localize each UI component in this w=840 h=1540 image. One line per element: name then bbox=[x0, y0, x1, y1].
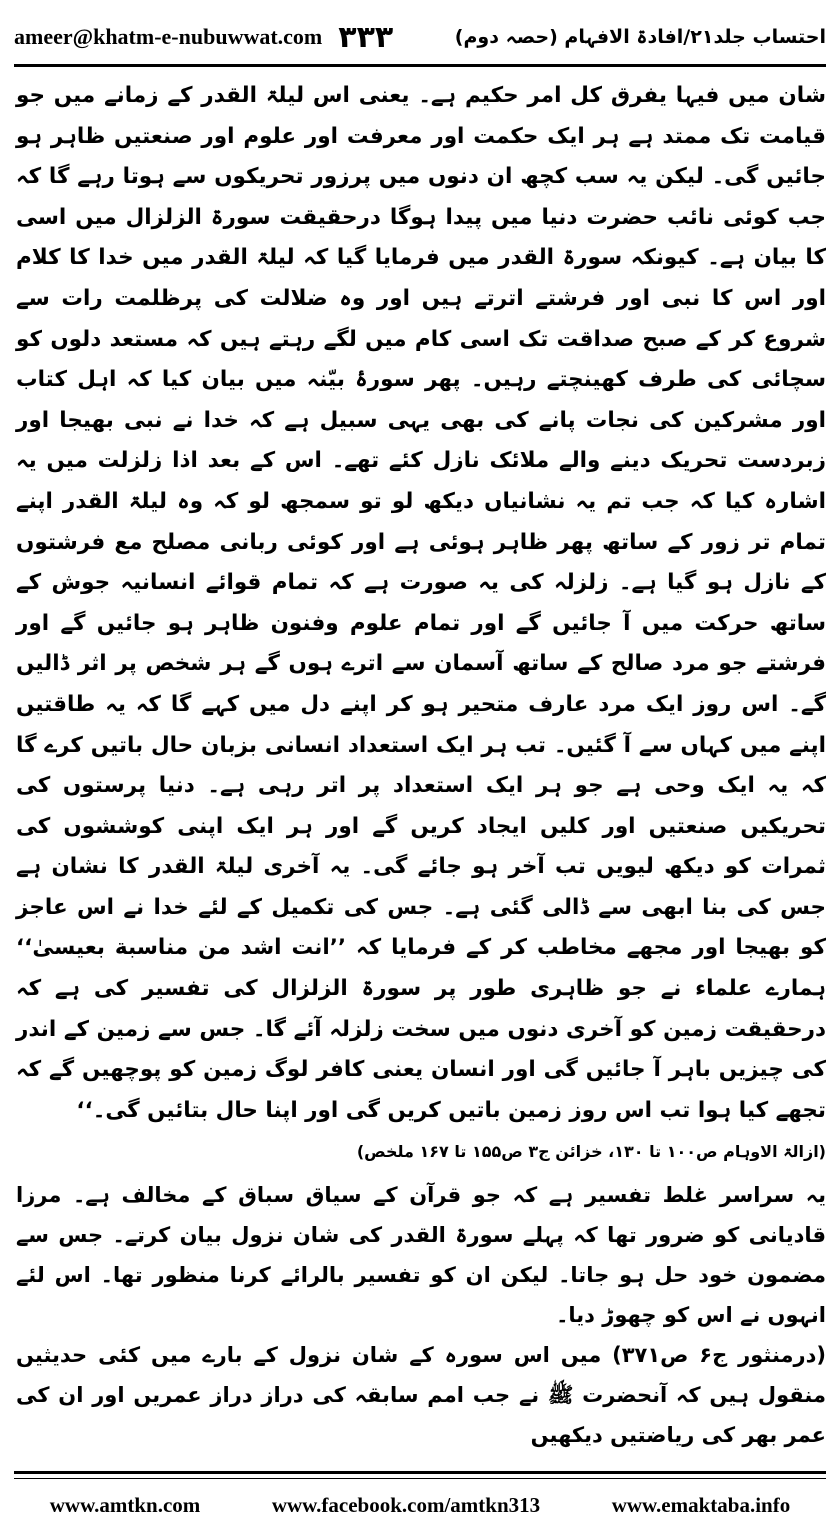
page-footer bbox=[14, 1471, 826, 1532]
commentary-paragraph: یہ سراسر غلط تفسیر ہے کہ جو قرآن کے سیاق سباق کے مخالف ہے۔ مرزا قادیانی کو ضرور تھا کہ پہلے سورۃ القدر کی شان نزول بیان کرتے۔ جس سے مضمون خود حل ہو جاتا۔ لیکن ان کو تفسیر بالرائے کرنا منظور تھا۔ اس لئے انہوں نے اس کو چھوڑ دیا۔ bbox=[16, 1183, 826, 1328]
footer-link-facebook[interactable]: www.facebook.com/amtkn313 bbox=[271, 1493, 541, 1517]
page-header bbox=[14, 10, 826, 67]
header-left bbox=[14, 20, 393, 55]
footer-link-emaktaba[interactable]: www.emaktaba.info bbox=[611, 1493, 791, 1517]
footer-link-amtkn[interactable]: www.amtkn.com bbox=[49, 1493, 201, 1517]
footer-links bbox=[14, 1479, 826, 1532]
header-email: ameer@khatm-e-nubuwwat.com bbox=[14, 24, 323, 49]
page-number: ٣٣٣ bbox=[338, 19, 394, 55]
main-paragraph: شان میں فیہا یفرق کل امر حکیم ہے۔ یعنی اس لیلۃ القدر کے زمانے میں جو قیامت تک ممتد ہے ہر ایک حکمت اور معرفت اور علوم اور صنعتیں ظاہر ہو جائیں گی۔ لیکن یہ سب کچھ ان دنوں میں پرزور تحریکوں سے ہوتا رہے گا کہ جب کوئی نائب حضرت دنیا میں پیدا ہوگا درحقیقت سورۃ الزلزال میں اسی کا بیان ہے۔ کیونکہ سورۃ القدر میں فرمایا گیا کہ لیلۃ القدر میں خدا کا کلام اور اس کا نبی اور فرشتے اترتے ہیں اور وہ ضلالت کی پرظلمت رات سے شروع کر کے صبح صداقت تک اسی کام میں لگے رہتے ہیں کہ مستعد دلوں کو سچائی کی طرف کھینچتے رہیں۔ پھر سورۂ بیّنہ میں بیان کیا کہ اہل کتاب اور مشرکین کی نجات پانے کی بھی یہی سبیل ہے کہ خدا نے نبی بھیجا اور زبردست تحریک دینے والے ملائک نازل کئے تھے۔ اس کے بعد اذا زلزلت میں یہ اشارہ کیا کہ جب تم یہ نشانیاں دیکھ لو تو سمجھ لو کہ وہ لیلۃ القدر اپنے تمام تر زور کے ساتھ پھر ظاہر ہوئی ہے اور کوئی ربانی مصلح مع فرشتوں کے نازل ہو گیا ہے۔ زلزلہ کی یہ صورت ہے کہ تمام قوائے انسانیہ جوش کے ساتھ حرکت میں آ جائیں گے اور تمام علوم وفنون ظاہر ہو جائیں گے اور فرشتے جو مرد صالح کے ساتھ آسمان سے اترے ہوں گے ہر شخص پر اثر ڈالیں گے۔ اس روز ایک مرد عارف متحیر ہو کر اپنے دل میں کہے گا کہ یہ طاقتیں اپنے میں کہاں سے آ گئیں۔ تب ہر ایک استعداد انسانی بزبان حال باتیں کرے گا کہ یہ ایک وحی ہے جو ہر ایک استعداد پر اتر رہی ہے۔ دنیا پرستوں کی تحریکیں صنعتیں اور کلیں ایجاد کریں گے اور ہر ایک اپنی کوششوں کی ثمرات کو دیکھ لیویں تب آخر ہو جائے گی۔ یہ آخری لیلۃ القدر کا نشان ہے جس کی بنا ابھی سے ڈالی گئی ہے۔ جس کی تکمیل کے لئے خدا نے اس عاجز کو بھیجا اور مجھے مخاطب کر کے فرمایا کہ ’’انت اشد من مناسبة بعیسیٰ‘‘ ہمارے علماء نے جو ظاہری طور پر سورۃ الزلزال کی تفسیر کی ہے کہ درحقیقت زمین کو آخری دنوں میں سخت زلزلہ آئے گا۔ جس سے زمین کے اندر کی چیزیں باہر آ جائیں گی اور انسان یعنی کافر لوگ زمین کو پوچھیں گے کہ تجھے کیا ہوا تب اس روز زمین باتیں کریں گی اور اپنا حال بتائیں گی۔‘‘ bbox=[16, 83, 826, 1123]
book-title: احتساب جلد۲۱/افادۃ الافہام (حصہ دوم) bbox=[454, 26, 826, 48]
reference-citation: (ازالۃ الاوہام ص۱۰۰ تا ۱۳۰، خزائن ج۳ ص۱۵۵ تا ۱۶۷ ملخص) bbox=[356, 1142, 826, 1162]
hadith-paragraph: (درمنثور ج۶ ص۳۷۱) میں اس سورہ کے شان نزول کے بارے میں کئی حدیثیں منقول ہیں کہ آنحضرت ﷺ نے جب امم سابقہ کی دراز دراز عمریں اور ان کی عمر بھر کی ریاضتیں دیکھیں bbox=[16, 1343, 827, 1448]
page-body bbox=[16, 76, 826, 1462]
